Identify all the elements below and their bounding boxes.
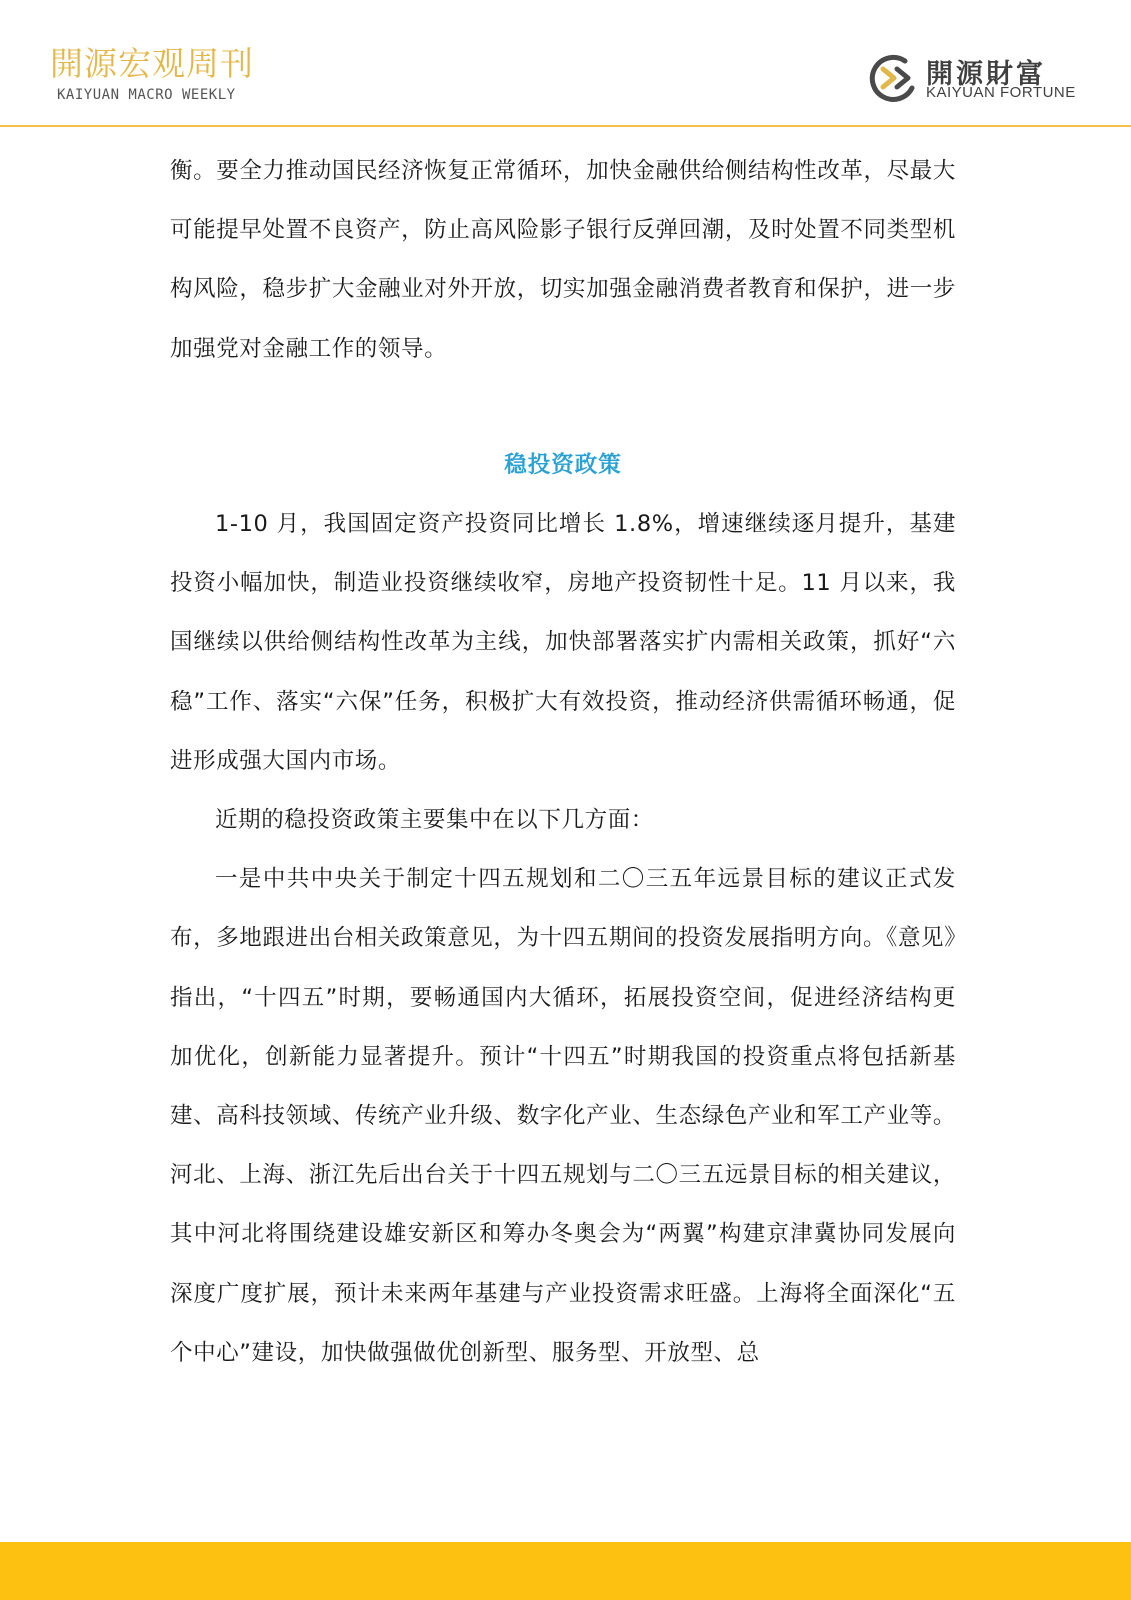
paragraph-intro-continued: 衡。要全力推动国民经济恢复正常循环，加快金融供给侧结构性改革，尽最大可能提早处置不良资产，防止高风险影子银行反弹回潮，及时处置不同类型机构风险，稳步扩大金融业对外开放，切实加强金融消费者教育和保护，进一步加强党对金融工作的领导。 (170, 158, 956, 362)
section-spacer (170, 379, 956, 436)
kaiyuan-logo-icon (868, 52, 920, 104)
header-divider (0, 125, 1131, 127)
brand-subtitle: KAIYUAN MACRO WEEKLY (57, 87, 236, 103)
paragraph-policy-intro: 近期的稳投资政策主要集中在以下几方面： (215, 807, 654, 834)
document-body (170, 142, 956, 1383)
kaiyuan-fortune-logo (868, 52, 1076, 107)
paragraph-five-year-plan: 一是中共中央关于制定十四五规划和二〇三五年远景目标的建议正式发布，多地跟进出台相关政策意见，为十四五期间的投资发展指明方向。《意见》指出，“十四五”时期，要畅通国内大循环，拓展投资空间，促进经济结构更加优化，创新能力显著提升。预计“十四五”时期我国的投资重点将包括新基建、高科技领域、传统产业升级、数字化产业、生态绿色产业和军工产业等。河北、上海、浙江先后出台关于十四五规划与二〇三五远景目标的相关建议，其中河北将围绕建设雄安新区和筹办冬奥会为“两翼”构建京津冀协同发展向深度广度扩展，预计未来两年基建与产业投资需求旺盛。上海将全面深化“五个中心”建设，加快做强做优创新型、服务型、开放型、总 (170, 866, 957, 1366)
logo-chinese-name: 開源財富 (926, 59, 1046, 90)
footer-bar (0, 1542, 1131, 1600)
logo-english-name: KAIYUAN FORTUNE (926, 84, 1076, 101)
page-header (0, 0, 1131, 126)
brand-title: 開源宏观周刊 (50, 44, 254, 83)
section-heading: 稳投资政策 (504, 451, 622, 478)
paragraph-investment-overview: 1-10 月，我国固定资产投资同比增长 1.8%，增速继续逐月提升，基建投资小幅加快，制造业投资继续收窄，房地产投资韧性十足。11 月以来，我国继续以供给侧结构性改革为主线，加快部署落实扩内需相关政策，抓好“六稳”工作、落实“六保”任务，积极扩大有效投资，推动经济供需循环畅通，促进形成强大国内市场。 (170, 511, 956, 774)
